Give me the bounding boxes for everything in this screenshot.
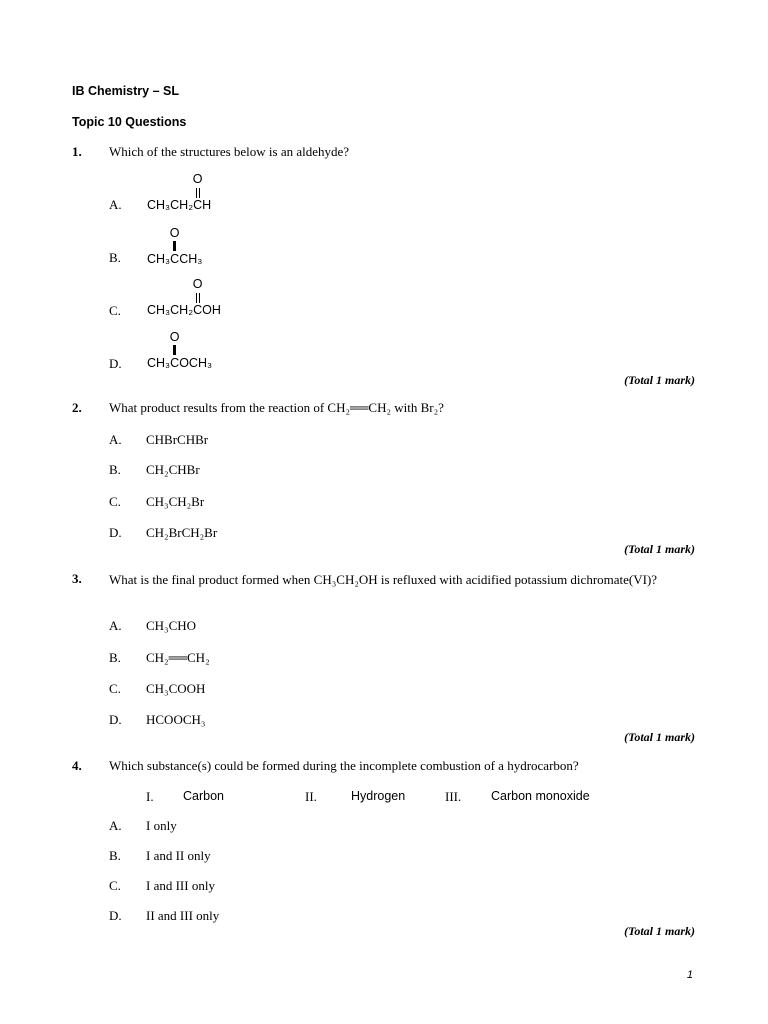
option-label: C. <box>109 494 121 509</box>
carbonyl-carbon: C <box>193 303 203 317</box>
carbonyl-oxygen: O <box>192 172 203 186</box>
option-label: D. <box>109 356 122 371</box>
formula-right: OH <box>202 303 221 317</box>
option-label: B. <box>109 848 121 863</box>
statement-numeral: I. <box>146 789 154 804</box>
option-answer: CH₂CHBr <box>146 462 200 477</box>
option-label: A. <box>109 197 122 212</box>
carbonyl-oxygen: O <box>169 226 180 240</box>
statement-text: Carbon monoxide <box>491 789 590 803</box>
total-mark: (Total 1 mark) <box>624 730 695 744</box>
carbonyl-carbon: C <box>170 252 180 266</box>
option-label: D. <box>109 908 122 923</box>
carbonyl-carbon: C <box>193 198 203 212</box>
option-answer: CH₃COOH <box>146 681 206 696</box>
option-answer: HCOOCH₃ <box>146 712 206 727</box>
formula-left: CH₃ <box>147 252 171 266</box>
question-text: What product results from the reaction of CH₂══CH₂ with Br₂? <box>109 400 444 415</box>
formula-left: CH₃ <box>147 356 171 370</box>
option-answer: II and III only <box>146 908 220 923</box>
option-answer: I and II only <box>146 848 211 863</box>
topic-title: Topic 10 Questions <box>72 115 187 129</box>
structural-formula <box>147 330 213 371</box>
structural-formula <box>147 226 203 267</box>
formula-left: CH₃CH₂ <box>147 198 194 212</box>
course-title: IB Chemistry – SL <box>72 84 179 98</box>
statement-numeral: III. <box>445 789 462 804</box>
option-answer: CH₃CHO <box>146 618 197 633</box>
statement-text: Carbon <box>183 789 224 803</box>
carbonyl-oxygen: O <box>169 330 180 344</box>
option-label: B. <box>109 462 121 477</box>
option-label: C. <box>109 878 121 893</box>
double-bond-bar <box>173 241 176 251</box>
formula-right: OCH₃ <box>179 356 213 370</box>
carbonyl-group <box>192 172 203 213</box>
formula-left: CH₃CH₂ <box>147 303 194 317</box>
statement-text: Hydrogen <box>351 789 406 803</box>
carbonyl-group <box>169 330 180 371</box>
double-bond-bar <box>173 345 176 355</box>
carbonyl-carbon: C <box>170 356 180 370</box>
option-label: D. <box>109 712 122 727</box>
carbonyl-oxygen: O <box>192 277 203 291</box>
option-label: B. <box>109 650 121 665</box>
question-number: 2. <box>72 400 82 415</box>
total-mark: (Total 1 mark) <box>624 373 695 387</box>
carbonyl-group <box>169 226 180 267</box>
question-text: Which substance(s) could be formed during the incomplete combustion of a hydrocarbon? <box>109 758 579 773</box>
formula-right: H <box>202 198 212 212</box>
question-text: Which of the structures below is an aldehyde? <box>109 144 350 159</box>
structural-formula <box>147 172 212 213</box>
total-mark: (Total 1 mark) <box>624 924 695 938</box>
question-number: 3. <box>72 571 82 586</box>
statement-numeral: II. <box>305 789 317 804</box>
option-answer: I only <box>146 818 177 833</box>
question-number: 1. <box>72 144 82 159</box>
option-label: B. <box>109 250 121 265</box>
carbonyl-group <box>192 277 203 318</box>
option-label: A. <box>109 432 122 447</box>
option-label: A. <box>109 618 122 633</box>
option-answer: CHBrCHBr <box>146 432 209 447</box>
question-text: What is the final product formed when CH₃CH₂OH is refluxed with acidified potassium dichromate(VI)? <box>109 572 658 587</box>
option-answer: CH₂══CH₂ <box>146 650 210 665</box>
formula-right: CH₃ <box>179 252 203 266</box>
question-number: 4. <box>72 758 82 773</box>
option-answer: CH₂BrCH₂Br <box>146 525 218 540</box>
option-answer: I and III only <box>146 878 215 893</box>
option-label: A. <box>109 818 122 833</box>
total-mark: (Total 1 mark) <box>624 542 695 556</box>
option-label: D. <box>109 525 122 540</box>
double-bond-line <box>196 188 200 198</box>
option-label: C. <box>109 303 121 318</box>
structural-formula <box>147 277 221 318</box>
option-answer: CH₃CH₂Br <box>146 494 205 509</box>
double-bond-line <box>196 293 200 303</box>
page-number: 1 <box>686 969 693 981</box>
option-label: C. <box>109 681 121 696</box>
